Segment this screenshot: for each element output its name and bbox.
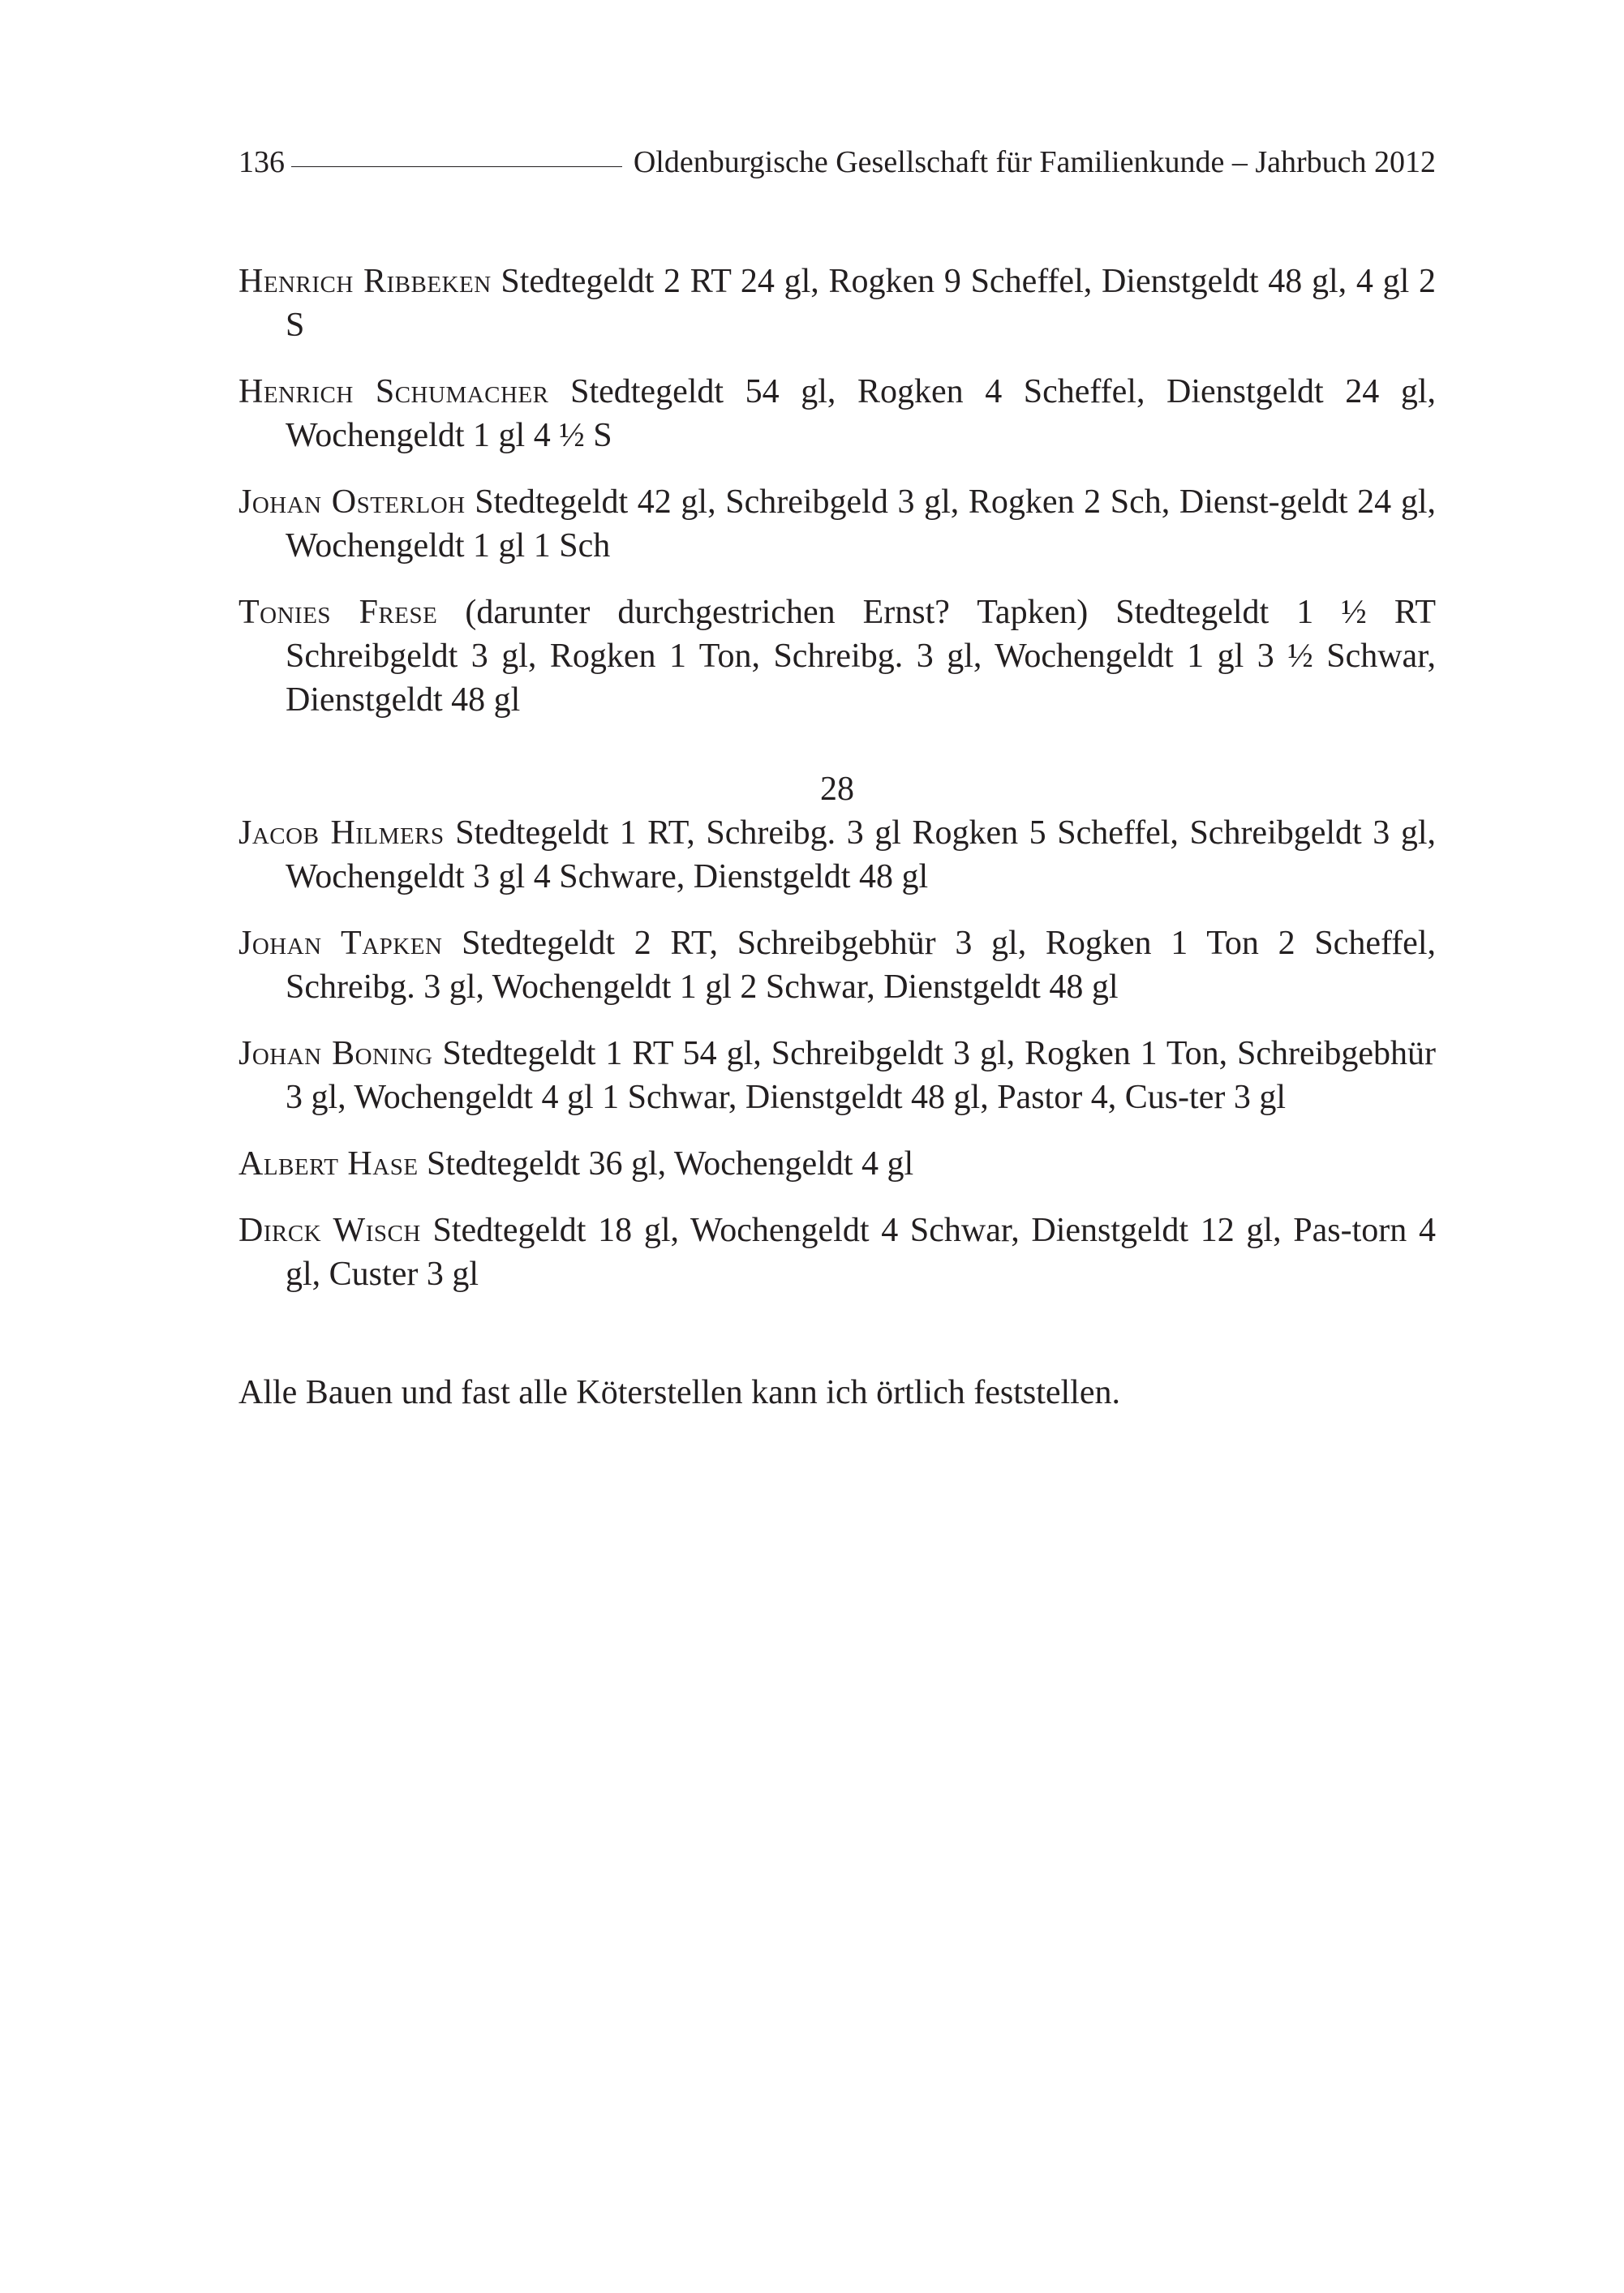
page-header [238, 144, 1436, 195]
running-title: Oldenburgische Gesellschaft für Familienkunde – Jahrbuch 2012 [633, 145, 1436, 179]
entry-name: Henrich Schumacher [238, 373, 549, 410]
entry-text: Stedtegeldt 36 gl, Wochengeldt 4 gl [418, 1145, 914, 1183]
entry-text: Stedtegeldt 42 gl, Schreibgeld 3 gl, Rogken 2 Sch, Dienst-geldt 24 gl, Wochengeldt 1 gl 1 Sch [286, 483, 1436, 565]
register-entry [238, 260, 1436, 347]
entry-text: Stedtegeldt 1 RT, Schreibg. 3 gl Rogken 5 Scheffel, Schreibgeldt 3 gl, Wochengeldt 3 gl 4 Schware, Dienstgeldt 48 gl [286, 814, 1436, 895]
register-entry [238, 1032, 1436, 1119]
page-number: 136 [238, 145, 285, 179]
entry-name: Tonies Frese [238, 594, 438, 631]
register-entry [238, 1209, 1436, 1296]
entry-name: Henrich Ribbeken [238, 263, 492, 300]
register-entry [238, 921, 1436, 1009]
entry-text: Stedtegeldt 54 gl, Rogken 4 Scheffel, Dienstgeldt 24 gl, Wochengeldt 1 gl 4 ½ S [286, 373, 1436, 454]
register-entry [238, 590, 1436, 722]
register-entry [238, 370, 1436, 457]
closing-paragraph: Alle Bauen und fast alle Köterstellen kann ich örtlich feststellen. [238, 1374, 1120, 1411]
header-rule [291, 166, 622, 167]
entry-text: Stedtegeldt 2 RT 24 gl, Rogken 9 Scheffel, Dienstgeldt 48 gl, 4 gl 2 S [286, 263, 1437, 344]
entry-name: Jacob Hilmers [238, 814, 445, 852]
entry-name: Johan Tapken [238, 925, 443, 962]
entry-text: Stedtegeldt 2 RT, Schreibgebhür 3 gl, Rogken 1 Ton 2 Scheffel, Schreibg. 3 gl, Wochengeldt 1 gl 2 Schwar, Dienstgeldt 48 gl [286, 925, 1436, 1006]
register-entry [238, 1142, 1436, 1186]
entry-text: Stedtegeldt 18 gl, Wochengeldt 4 Schwar, Dienstgeldt 12 gl, Pas-torn 4 gl, Custer 3 gl [286, 1212, 1436, 1293]
entry-text: (darunter durchgestrichen Ernst? Tapken) Stedtegeldt 1 ½ RT Schreibgeldt 3 gl, Rogken 1 Ton, Schreibg. 3 gl, Wochengeldt 1 gl 3 ½ Schwar, Dienstgeldt 48 gl [286, 594, 1436, 719]
register-entry [238, 480, 1436, 568]
entry-name: Johan Boning [238, 1035, 433, 1072]
register-entry [238, 811, 1436, 899]
entry-name: Albert Hase [238, 1145, 419, 1183]
entry-name: Johan Osterloh [238, 483, 466, 521]
page-body [238, 260, 1436, 1449]
entry-text: Stedtegeldt 1 RT 54 gl, Schreibgeldt 3 gl, Rogken 1 Ton, Schreibgebhür 3 gl, Wochengeldt 4 gl 1 Schwar, Dienstgeldt 48 gl, Pastor 4, Cus-ter 3 gl [286, 1035, 1436, 1116]
section-number: 28 [820, 771, 854, 808]
entry-name: Dirck Wisch [238, 1212, 421, 1249]
